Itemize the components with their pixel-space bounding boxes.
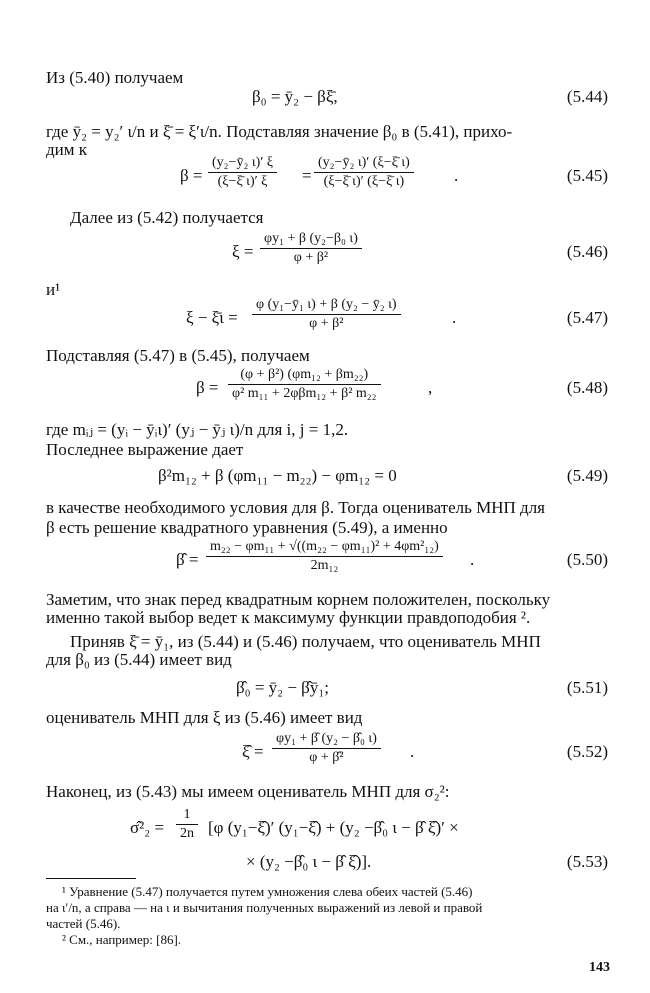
equation-5-51: β̂₀ = ȳ₂ − β̂ȳ₁; (236, 678, 329, 697)
equation-number-5-44: (5.44) (566, 87, 608, 106)
paragraph-from-540: Из (5.40) получаем (46, 68, 184, 87)
fraction-denominator: 2n (180, 826, 194, 841)
equation-5-46-fraction (260, 230, 362, 267)
footnote-1-line-1: ¹ Уравнение (5.47) получается путем умножения слева обеих частей (5.46) (62, 884, 473, 899)
fraction-denominator: φ + β² (309, 316, 344, 331)
equation-5-50-fraction (206, 538, 443, 575)
equation-5-53-fraction (176, 806, 198, 843)
equation-5-47-lhs: ξ − ξ̄ι = (186, 308, 238, 327)
equation-5-45-fraction-2 (314, 154, 414, 191)
equation-number-5-53: (5.53) (566, 852, 608, 871)
fraction-denominator: 2m₁₂ (310, 558, 339, 573)
fraction-numerator: 1 (176, 806, 198, 825)
equation-end-mark: . (452, 308, 457, 327)
equation-5-45-lhs: β = (180, 166, 203, 185)
footnote-1-line-3: частей (5.46). (46, 916, 121, 931)
paragraph-quadratic-solution: β есть решение квадратного уравнения (5.49), а именно (46, 518, 448, 537)
equation-end-mark: . (410, 742, 415, 761)
fraction-numerator: m₂₂ − φm₁₁ + √((m₂₂ − φm₁₁)² + 4φm²₁₂) (206, 538, 443, 557)
equation-5-53-lhs: σ̂²₂ = (130, 818, 165, 837)
page-number: 143 (589, 960, 610, 975)
paragraph-where-y2: где ȳ₂ = y₂′ ι/n и ξ̄ = ξ′ι/n. Подставляя значение β₀ в (5.41), прихо- (46, 122, 513, 141)
fraction-denominator: φ + β̂² (309, 750, 344, 765)
fraction-denominator: (ξ−ξ̄ ι)′ (ξ−ξ̄ ι) (323, 174, 405, 189)
fraction-denominator: (ξ−ξ̄ ι)′ ξ (217, 174, 268, 189)
equation-5-45-fraction-1 (208, 154, 277, 191)
equation-5-52-lhs: ξ̂ = (242, 742, 264, 761)
fraction-numerator: φ (y₁−ȳ₁ ι) + β (y₂ − ȳ₂ ι) (252, 296, 401, 315)
fraction-numerator: (φ + β²) (φm₁₂ + βm₂₂) (228, 366, 381, 385)
equation-5-44: β₀ = ȳ₂ − βξ̄, (252, 87, 338, 106)
footnote-1-line-2: на ι′/n, а справа — на ι и вычитания полученных выражений из левой и правой (46, 900, 483, 915)
paragraph-finally-sigma: Наконец, из (5.43) мы имеем оцениватель МНП для σ₂²: (46, 782, 450, 801)
paragraph-assuming-xi: Приняв ξ̄ = ȳ₁, из (5.44) и (5.46) получаем, что оцениватель МНП (70, 632, 541, 651)
equation-5-53-line2: × (y₂ −β̂₀ ι − β̂ ξ̂)]. (246, 852, 372, 871)
fraction-numerator: (y₂−ȳ₂ ι)′ ξ (208, 154, 277, 173)
paragraph-last-expression: Последнее выражение дает (46, 440, 244, 459)
fraction-numerator: (y₂−ȳ₂ ι)′ (ξ−ξ̄ ι) (314, 154, 414, 173)
equation-end-mark: . (454, 166, 459, 185)
equation-5-46-lhs: ξ = (232, 242, 254, 261)
paragraph-substituting-547: Подставляя (5.47) в (5.45), получаем (46, 346, 310, 365)
fraction-denominator: φ² m₁₁ + 2φβm₁₂ + β² m₂₂ (232, 386, 377, 401)
equation-number-5-46: (5.46) (566, 242, 608, 261)
equation-5-49: β²m₁₂ + β (φm₁₁ − m₂₂) − φm₁₂ = 0 (158, 466, 397, 485)
paragraph-likelihood: именно такой выбор ведет к максимуму функции правдоподобия ². (46, 608, 531, 627)
equation-end-mark: . (470, 550, 475, 569)
equation-end-mark: , (428, 378, 433, 397)
equation-number-5-47: (5.47) (566, 308, 608, 327)
footnote-2: ² См., например: [86]. (62, 932, 182, 947)
equation-5-48-fraction (228, 366, 381, 403)
paragraph-where-mij: где mᵢⱼ = (yᵢ − ȳᵢι)′ (yⱼ − ȳⱼ ι)/n для i, j = 1,2. (46, 420, 349, 439)
paragraph-for-beta0: для β₀ из (5.44) имеет вид (46, 650, 232, 669)
equation-5-47-fraction (252, 296, 401, 333)
equation-number-5-52: (5.52) (566, 742, 608, 761)
paragraph-and-footnote-ref: и¹ (46, 280, 61, 299)
equals-sign: = (302, 166, 312, 185)
equation-number-5-49: (5.49) (566, 466, 608, 485)
equation-5-50-lhs: β̂ = (176, 550, 199, 569)
footnote-divider (46, 878, 136, 879)
paragraph-estimator-xi: оцениватель МНП для ξ из (5.46) имеет вид (46, 708, 363, 727)
paragraph-necessary-condition: в качестве необходимого условия для β. Тогда оцениватель МНП для (46, 498, 546, 517)
equation-number-5-50: (5.50) (566, 550, 608, 569)
equation-number-5-48: (5.48) (566, 378, 608, 397)
fraction-denominator: φ + β² (293, 250, 329, 265)
equation-number-5-51: (5.51) (566, 678, 608, 697)
equation-number-5-45: (5.45) (566, 166, 608, 185)
paragraph-note-sign: Заметим, что знак перед квадратным корнем положителен, поскольку (46, 590, 551, 609)
fraction-numerator: φy₁ + β̂ (y₂ − β̂₀ ι) (272, 730, 381, 749)
equation-5-52-fraction (272, 730, 381, 767)
equation-5-48-lhs: β = (196, 378, 219, 397)
equation-5-53-body: [φ (y₁−ξ̂)′ (y₁−ξ̂) + (y₂ −β̂₀ ι − β̂ ξ̂)′ × (208, 818, 459, 837)
paragraph-where-y2-cont: дим к (46, 140, 88, 159)
paragraph-from-542: Далее из (5.42) получается (70, 208, 264, 227)
fraction-numerator: φy₁ + β (y₂−β₀ ι) (260, 230, 362, 249)
